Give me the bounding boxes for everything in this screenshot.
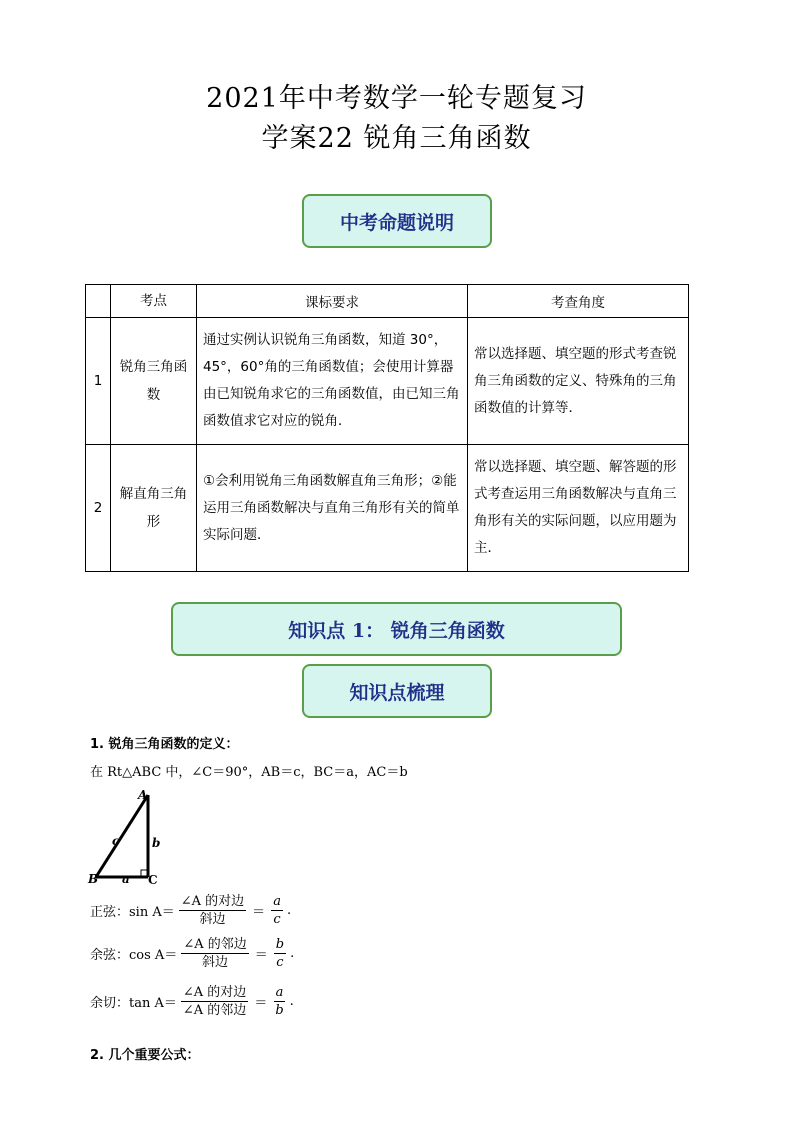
ratio-denominator: b [275, 1002, 284, 1018]
row-angle: 常以选择题、填空题、解答题的形式考查运用三角函数解决与直角三角形有关的实际问题，以应用题为主． [468, 445, 689, 572]
section-box-knowledge-review: 知识点梳理 [302, 664, 492, 718]
formula-sine [90, 889, 291, 931]
ratio-numerator: a [273, 893, 281, 909]
row-number: 1 [86, 318, 111, 445]
row-requirement: 通过实例认识锐角三角函数，知道 30°，45°，60°角的三角函数值；会使用计算器由已知锐角求它的三角函数值，由已知三角函数值求它对应的锐角． [197, 318, 468, 445]
formula-func: tan A＝ [129, 995, 177, 1011]
formula-label: 余弦： [90, 947, 130, 963]
ratio-numerator: a [275, 984, 284, 1000]
row-point: 解直角三角形 [111, 445, 197, 572]
fraction-denominator: ∠A 的邻边 [182, 1002, 247, 1018]
side-c-label: c [112, 834, 120, 848]
definition-text: 在 Rt△ABC 中，∠C＝90°，AB＝c，BC＝a，AC＝b [90, 765, 408, 780]
formula-func: sin A＝ [129, 904, 175, 920]
page-title-line1: 2021年中考数学一轮专题复习 [206, 83, 587, 114]
formula-label: 余切： [90, 995, 130, 1011]
equals-sign: ＝ [254, 995, 268, 1011]
row-angle: 常以选择题、填空题的形式考查锐角三角函数的定义、特殊角的三角函数值的计算等． [468, 318, 689, 445]
table-header-point: 考点 [111, 285, 197, 318]
fraction-denominator: 斜边 [199, 911, 226, 927]
formula-end: . [290, 945, 295, 961]
ratio-numerator: b [275, 936, 285, 952]
fraction [181, 984, 248, 1019]
formula-label: 正弦： [90, 904, 130, 920]
equals-sign: ＝ [252, 904, 266, 920]
ratio-fraction [274, 936, 286, 971]
formula-end: . [289, 993, 294, 1009]
fraction-numerator: ∠A 的邻边 [183, 936, 247, 952]
row-number: 2 [86, 445, 111, 572]
requirements-table [85, 284, 689, 572]
fraction [181, 936, 248, 971]
right-triangle-diagram [86, 785, 166, 889]
fraction-numerator: ∠A 的对边 [182, 984, 247, 1000]
formula-tangent [90, 980, 294, 1022]
table-header-row [86, 285, 689, 318]
row-point: 锐角三角函数 [111, 318, 197, 445]
side-b-label: b [152, 836, 161, 850]
section-box-exam-desc: 中考命题说明 [302, 194, 492, 248]
side-a-label: a [122, 872, 130, 886]
vertex-a-label: A [138, 788, 148, 802]
ratio-denominator: c [276, 954, 284, 970]
fraction [179, 893, 246, 928]
page-title-line2: 学案22 锐角三角函数 [261, 123, 532, 154]
formula-func: cos A＝ [129, 947, 178, 963]
side-c [96, 795, 148, 877]
definition-heading: 1. 锐角三角函数的定义： [90, 737, 239, 752]
table-row [86, 445, 689, 572]
vertex-c-label: C [148, 873, 158, 887]
row-requirement: ①会利用锐角三角函数解直角三角形；②能运用三角函数解决与直角三角形有关的简单实际问题． [197, 445, 468, 572]
fraction-numerator: ∠A 的对边 [180, 893, 245, 909]
formula-cosine [90, 932, 294, 974]
ratio-denominator: c [273, 911, 281, 927]
section-box-knowledge-point: 知识点 1： 锐角三角函数 [171, 602, 622, 656]
fraction-denominator: 斜边 [202, 954, 229, 970]
formulas-heading: 2. 几个重要公式： [90, 1048, 200, 1063]
table-header-no [86, 285, 111, 318]
ratio-fraction [273, 984, 285, 1019]
vertex-b-label: B [88, 872, 99, 886]
ratio-fraction [271, 893, 283, 928]
table-header-requirement: 课标要求 [197, 285, 468, 318]
table-row [86, 318, 689, 445]
equals-sign: ＝ [254, 947, 268, 963]
table-header-angle: 考查角度 [468, 285, 689, 318]
formula-end: . [286, 902, 292, 918]
